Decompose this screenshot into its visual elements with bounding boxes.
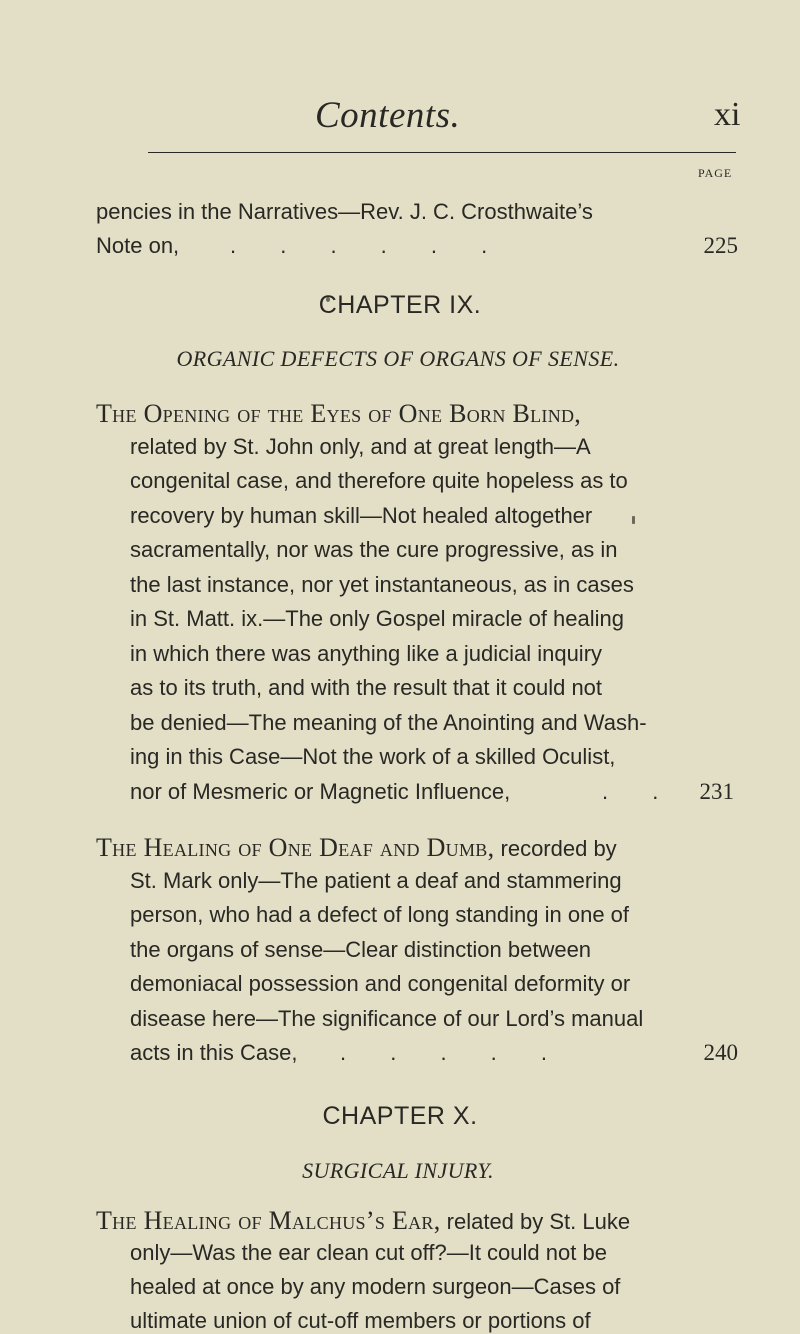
entry-line: nor of Mesmeric or Magnetic Influence, bbox=[130, 779, 511, 804]
entry-line: ultimate union of cut-off members or portions of bbox=[130, 1308, 591, 1333]
chapter-9-heading: CHAPTER IX. bbox=[318, 291, 482, 319]
entry-line: in St. Matt. ix.—The only Gospel miracle of healing bbox=[130, 606, 624, 631]
continuation-line-2: Note on, bbox=[96, 233, 180, 258]
entry-title-malchus-ear bbox=[96, 1206, 630, 1236]
entry-title-deaf-and-dumb bbox=[96, 833, 617, 863]
entry-line: as to its truth, and with the result that it could not bbox=[130, 675, 603, 700]
chapter-10-heading: CHAPTER X. bbox=[322, 1102, 478, 1130]
running-head-title: Contents. bbox=[315, 95, 461, 136]
entry-line: disease here—The significance of our Lord’s manual bbox=[130, 1006, 644, 1031]
entry-title-small-caps: The Healing of One Deaf and Dumb, bbox=[96, 833, 495, 862]
chapter-10-subtitle: SURGICAL INJURY. bbox=[302, 1158, 494, 1183]
entry-title-continuation: recorded by bbox=[494, 836, 617, 861]
entry-title-opening-of-eyes: The Opening of the Eyes of One Born Blind, bbox=[96, 399, 582, 428]
entry-page-number: 240 bbox=[703, 1040, 738, 1065]
entry-line: healed at once by any modern surgeon—Cases of bbox=[130, 1274, 621, 1299]
continuation-line-1: pencies in the Narratives—Rev. J. C. Crosthwaite’s bbox=[96, 199, 593, 224]
chapter-9-subtitle: ORGANIC DEFECTS OF ORGANS OF SENSE. bbox=[176, 346, 620, 371]
entry-line: be denied—The meaning of the Anointing and Wash- bbox=[130, 710, 647, 735]
entry-line: demoniacal possession and congenital deformity or bbox=[130, 971, 631, 996]
leader-dots: . . . . . bbox=[340, 1040, 548, 1065]
entry-line: the last instance, nor yet instantaneous, as in cases bbox=[130, 572, 634, 597]
ink-speck bbox=[632, 516, 635, 524]
entry-title-continuation: related by St. Luke bbox=[440, 1209, 631, 1234]
entry-line: acts in this Case, bbox=[130, 1040, 298, 1065]
entry-line: only—Was the ear clean cut off?—It could not be bbox=[130, 1240, 607, 1265]
entry-line: in which there was anything like a judicial inquiry bbox=[130, 641, 603, 666]
leader-dots: . . bbox=[602, 779, 659, 804]
entry-line: recovery by human skill—Not healed altogether bbox=[130, 503, 593, 528]
continuation-leader-dots: . . . . . . bbox=[230, 233, 488, 258]
entry-page-number: 231 bbox=[699, 779, 734, 804]
running-head-page-number: xi bbox=[714, 96, 741, 133]
entry-line: the organs of sense—Clear distinction between bbox=[130, 937, 592, 962]
entry-line: related by St. John only, and at great length—A bbox=[130, 434, 591, 459]
entry-line: congenital case, and therefore quite hopeless as to bbox=[130, 468, 628, 493]
entry-line: ing in this Case—Not the work of a skilled Oculist, bbox=[130, 744, 616, 769]
entry-line: St. Mark only—The patient a deaf and stammering bbox=[130, 868, 622, 893]
entry-line: sacramentally, nor was the cure progressive, as in bbox=[130, 537, 618, 562]
continuation-page-number: 225 bbox=[703, 233, 738, 258]
page-column-label: PAGE bbox=[698, 166, 733, 180]
header-rule bbox=[148, 152, 736, 153]
entry-title-small-caps: The Healing of Malchus’s Ear, bbox=[96, 1206, 441, 1235]
entry-line: person, who had a defect of long standing in one of bbox=[130, 902, 630, 927]
